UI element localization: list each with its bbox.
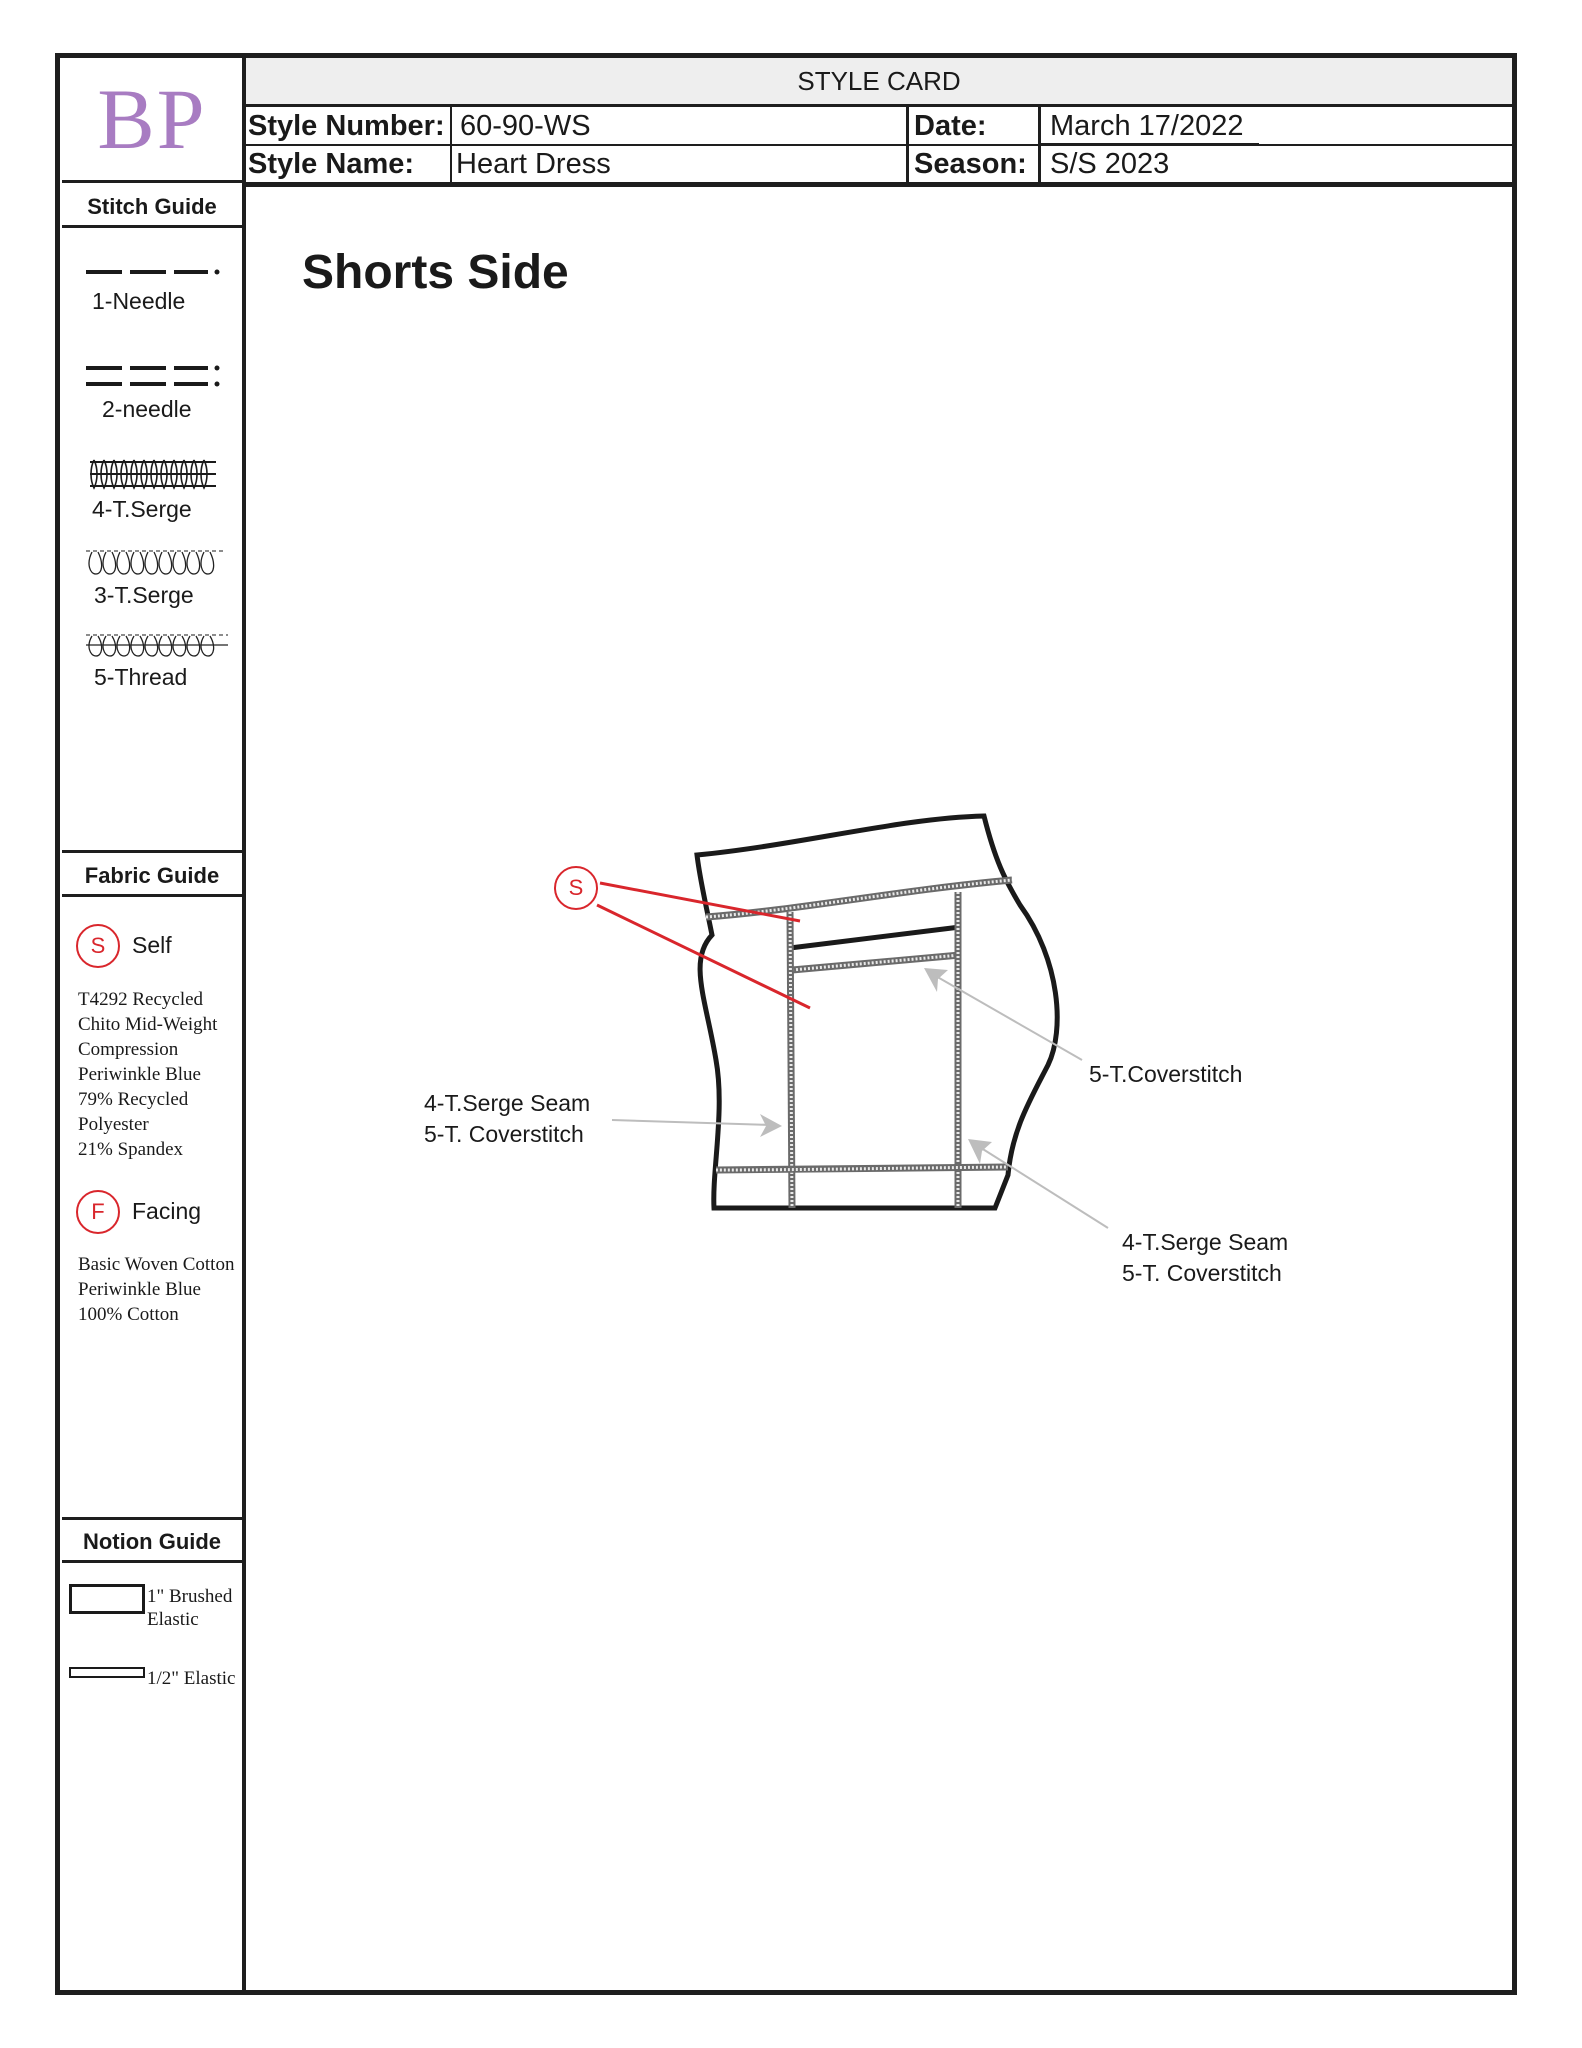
fabric-guide-title: Fabric Guide [84,863,220,888]
right-bottom-callout: 5-T. Coverstitch [1122,1260,1282,1286]
facing-fabric-line: Basic Woven Cotton [78,1254,235,1275]
left-seam-callout: 5-T. Coverstitch [424,1121,584,1147]
facing-fabric-name: Facing [132,1198,202,1224]
view-title: Shorts Side [302,246,569,299]
self-fabric-line: Chito Mid-Weight [78,1014,218,1035]
notion-item-brushed-elastic: Elastic [147,1609,199,1630]
notion-item-half-inch-elastic: 1/2" Elastic [147,1668,236,1689]
style-card-title: STYLE CARD [246,58,1512,107]
notion-guide-title: Notion Guide [82,1529,222,1554]
self-fabric-name: Self [132,932,172,958]
style-number-label: Style Number: [248,110,445,142]
self-fabric-line: T4292 Recycled [78,989,204,1010]
brand-logo: BP [97,71,207,167]
self-fabric-line: 21% Spandex [78,1139,184,1160]
season-value: S/S 2023 [1050,148,1170,180]
self-fabric-line: Compression [78,1039,179,1060]
date-label: Date: [914,110,987,142]
season-label: Season: [914,148,1027,180]
stitch-guide-title: Stitch Guide [87,194,217,219]
style-name-value: Heart Dress [456,148,611,180]
style-name-label: Style Name: [248,148,415,180]
stitch-item-5-thread: 5-Thread [94,664,188,690]
stitch-item-4t-serge: 4-T.Serge [92,496,192,522]
stitch-item-3t-serge: 3-T.Serge [94,582,194,608]
stitch-item-2-needle: 2-needle [102,396,192,422]
facing-fabric-line: Periwinkle Blue [78,1279,201,1300]
facing-fabric-line: 100% Cotton [78,1304,179,1325]
self-fabric-line: Polyester [78,1114,149,1135]
self-fabric-callout-marker: S [554,866,598,910]
self-fabric-marker: S [76,924,120,968]
stitch-item-1-needle: 1-Needle [92,288,186,314]
self-fabric-line: Periwinkle Blue [78,1064,201,1085]
shorts-outline [697,816,1057,1208]
date-value: March 17/2022 [1050,110,1244,142]
self-fabric-line: 79% Recycled [78,1089,189,1110]
style-number-value: 60-90-WS [460,110,591,142]
notion-item-brushed-elastic: 1" Brushed [147,1586,233,1607]
left-seam-callout: 4-T.Serge Seam [424,1090,591,1116]
right-top-callout: 5-T.Coverstitch [1089,1061,1243,1087]
facing-fabric-marker: F [76,1190,120,1234]
right-bottom-callout: 4-T.Serge Seam [1122,1229,1289,1255]
